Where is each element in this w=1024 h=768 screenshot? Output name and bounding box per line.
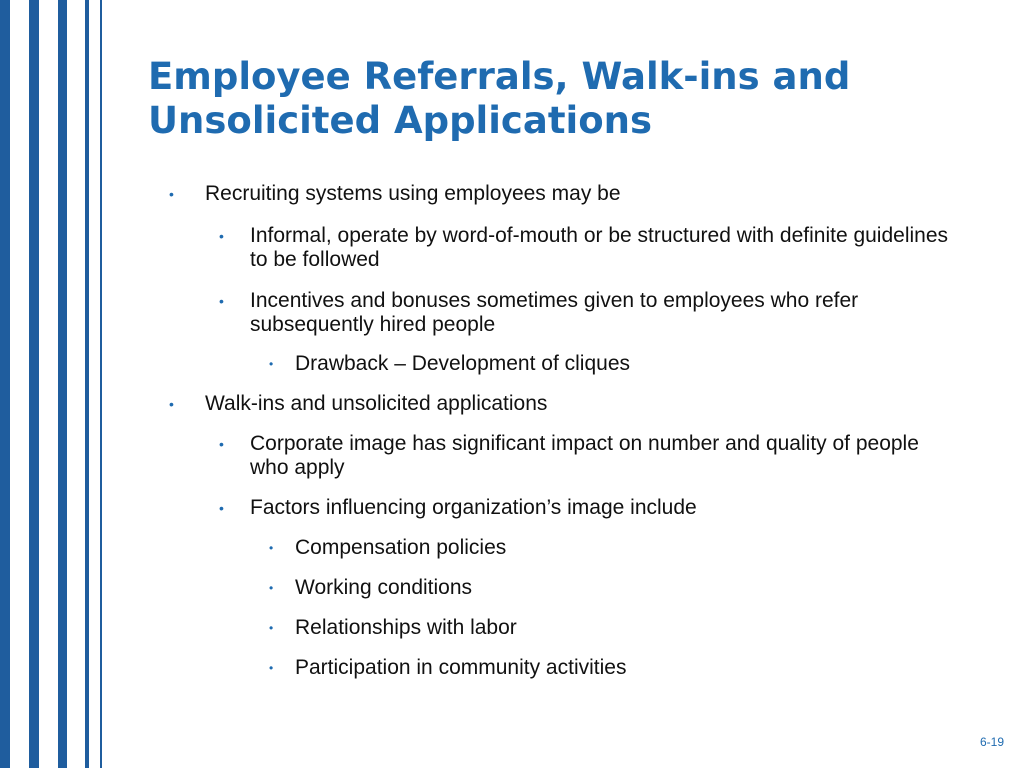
slide-title-line-1: Employee Referrals, Walk-ins and <box>148 55 851 98</box>
bullet-text: Compensation policies <box>295 536 507 559</box>
bullet-text: Relationships with labor <box>295 616 517 639</box>
bullet-dot-icon: • <box>169 186 174 202</box>
bullet-item <box>219 289 950 337</box>
bullet-dot-icon: • <box>169 396 174 412</box>
bullet-item <box>269 536 945 560</box>
bullet-dot-icon: • <box>269 541 274 555</box>
bullet-item <box>269 616 945 640</box>
bullet-dot-icon: • <box>219 228 224 244</box>
bullet-item <box>169 392 965 416</box>
bullet-item <box>219 432 950 480</box>
bullet-dot-icon: • <box>219 436 224 452</box>
bullet-item <box>219 224 950 272</box>
bullet-text: Corporate image has significant impact on number and quality of people who apply <box>250 432 919 479</box>
slide-number: 6-19 <box>979 735 1004 749</box>
bullet-text: Recruiting systems using employees may be <box>205 182 621 205</box>
bullet-dot-icon: • <box>219 293 224 309</box>
bullet-dot-icon: • <box>269 581 274 595</box>
bullet-dot-icon: • <box>269 621 274 635</box>
slide-title-line-2: Unsolicited Applications <box>148 99 652 142</box>
bullet-text: Drawback – Development of cliques <box>295 352 630 375</box>
bullet-item <box>169 182 965 206</box>
bullet-item <box>269 656 945 680</box>
bullet-text: Walk-ins and unsolicited applications <box>205 392 548 415</box>
bullet-text: Participation in community activities <box>295 656 627 679</box>
bullet-dot-icon: • <box>269 661 274 675</box>
bullet-text: Factors influencing organization’s image include <box>250 496 697 519</box>
bullet-item <box>269 576 945 600</box>
bullet-item <box>219 496 950 520</box>
bullet-text: Informal, operate by word-of-mouth or be structured with definite guidelines to be followed <box>250 224 949 271</box>
bullet-dot-icon: • <box>219 500 224 516</box>
bullet-text: Incentives and bonuses sometimes given to employees who refer subsequently hired people <box>250 289 859 336</box>
bullet-text: Working conditions <box>295 576 473 599</box>
bullet-dot-icon: • <box>269 357 274 371</box>
bullet-item <box>269 352 945 376</box>
